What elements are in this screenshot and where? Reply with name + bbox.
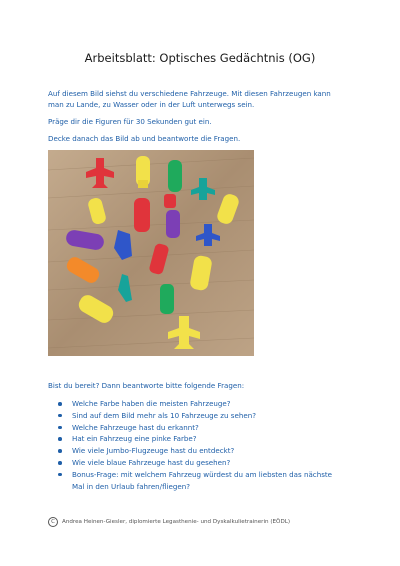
yellow-rocket-figure bbox=[136, 156, 150, 188]
question-item: Bonus-Frage: mit welchem Fahrzeug würdest du am liebsten das nächste bbox=[48, 469, 358, 481]
instruction-1: Präge dir die Figuren für 30 Sekunden gut ein. bbox=[48, 117, 212, 126]
vehicles-photo-illustration bbox=[48, 150, 254, 356]
questions-intro: Bist du bereit? Dann beantworte bitte folgende Fragen: bbox=[48, 381, 245, 390]
question-item: Sind auf dem Bild mehr als 10 Fahrzeuge zu sehen? bbox=[48, 410, 358, 422]
purple-car-figure bbox=[166, 210, 180, 238]
copyright-icon: C bbox=[48, 517, 58, 527]
red-plane-figure-2 bbox=[164, 194, 176, 208]
footer-text: Andrea Heinen-Giesler, diplomierte Legasthenie- und Dyskalkulietrainerin (EÖDL) bbox=[62, 519, 291, 525]
footer-credit bbox=[48, 517, 290, 527]
bullet-icon bbox=[58, 461, 62, 465]
bullet-icon bbox=[58, 473, 62, 477]
question-item: Wie viele blaue Fahrzeuge hast du gesehen? bbox=[48, 457, 358, 469]
bullet-icon bbox=[58, 449, 62, 453]
page-title: Arbeitsblatt: Optisches Gedächtnis (OG) bbox=[84, 51, 316, 65]
bullet-icon bbox=[58, 414, 62, 418]
red-car-figure bbox=[134, 198, 150, 232]
instruction-2: Decke danach das Bild ab und beantworte die Fragen. bbox=[48, 134, 241, 143]
bullet-icon bbox=[58, 437, 62, 441]
green-car-figure-1 bbox=[168, 160, 182, 192]
intro-line-1: Auf diesem Bild siehst du verschiedene Fahrzeuge. Mit diesen Fahrzeugen kann bbox=[48, 89, 331, 98]
intro-line-2: man zu Lande, zu Wasser oder in der Luft unterwegs sein. bbox=[48, 100, 255, 109]
vehicles-photo bbox=[48, 150, 254, 356]
bullet-icon bbox=[58, 426, 62, 430]
green-car-figure-2 bbox=[160, 284, 174, 314]
question-item: Wie viele Jumbo-Flugzeuge hast du entdeckt? bbox=[48, 445, 358, 457]
questions-list bbox=[48, 398, 358, 492]
question-item: Hat ein Fahrzeug eine pinke Farbe? bbox=[48, 433, 358, 445]
question-item-continuation: Mal in den Urlaub fahren/fliegen? bbox=[72, 481, 190, 491]
question-item: Welche Fahrzeuge hast du erkannt? bbox=[48, 422, 358, 434]
bullet-icon bbox=[58, 402, 62, 406]
wooden-background bbox=[48, 150, 254, 356]
question-item: Welche Farbe haben die meisten Fahrzeuge? bbox=[48, 398, 358, 410]
intro-paragraph bbox=[48, 88, 358, 110]
